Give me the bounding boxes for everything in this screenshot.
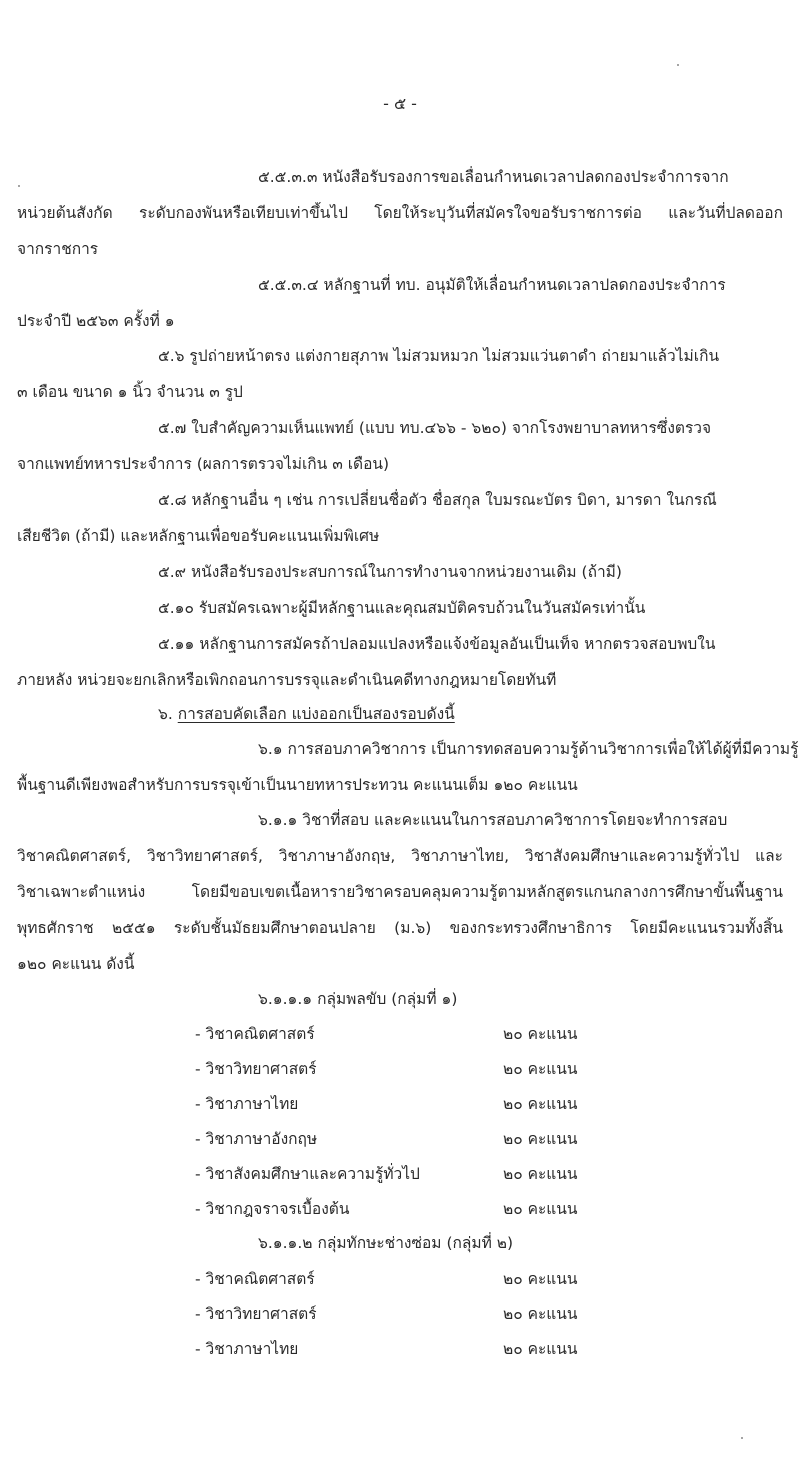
paragraph-5-11-line-1: ๕.๑๑ หลักฐานการสมัครถ้าปลอมแปลงหรือแจ้งข้อมูลอันเป็นเท็จ หากตรวจสอบพบใน <box>158 635 716 653</box>
paragraph-5-5-3-3-line-2: หน่วยต้นสังกัด ระดับกองพันหรือเทียบเท่าขึ้นไป โดยให้ระบุวันที่สมัครใจขอรับราชการต่อ และวันที่ปลดออก <box>17 204 783 222</box>
paragraph-5-8-line-2: เสียชีวิต (ถ้ามี) และหลักฐานเพื่อขอรับคะแนนเพิ่มพิเศษ <box>17 527 380 545</box>
paragraph-6-1-1-line-1: ๖.๑.๑ วิชาที่สอบ และคะแนนในการสอบภาควิชาการโดยจะทำการสอบ <box>258 811 728 829</box>
paragraph-5-9: ๕.๙ หนังสือรับรองประสบการณ์ในการทำงานจากหน่วยงานเดิม (ถ้ามี) <box>158 563 622 581</box>
group-1-title: ๖.๑.๑.๑ กลุ่มพลขับ (กลุ่มที่ ๑) <box>258 990 458 1008</box>
subject-score: ๒๐ คะแนน <box>503 1165 578 1183</box>
paragraph-5-5-3-4-line-1: ๕.๕.๓.๔ หลักฐานที่ ทบ. อนุมัติให้เลื่อนกำหนดเวลาปลดกองประจำการ <box>258 276 726 294</box>
paragraph-5-5-3-4-line-2: ประจำปี ๒๕๖๓ ครั้งที่ ๑ <box>17 312 175 330</box>
subject-name: - วิชาวิทยาศาสตร์ <box>195 1305 317 1323</box>
subject-score: ๒๐ คะแนน <box>503 1270 578 1288</box>
page-number: - ๕ - <box>383 94 417 113</box>
subject-name: - วิชาภาษาไทย <box>195 1095 299 1113</box>
paragraph-6-1-line-2: พื้นฐานดีเพียงพอสำหรับการบรรจุเข้าเป็นนายทหารประทวน คะแนนเต็ม ๑๒๐ คะแนน <box>17 776 578 794</box>
subject-name: - วิชาสังคมศึกษาและความรู้ทั่วไป <box>195 1165 420 1183</box>
paragraph-5-6-line-1: ๕.๖ รูปถ่ายหน้าตรง แต่งกายสุภาพ ไม่สวมหมวก ไม่สวมแว่นตาดำ ถ่ายมาแล้วไม่เกิน <box>158 347 720 365</box>
subject-name: - วิชาวิทยาศาสตร์ <box>195 1060 317 1078</box>
subject-score: ๒๐ คะแนน <box>503 1095 578 1113</box>
paragraph-5-8-line-1: ๕.๘ หลักฐานอื่น ๆ เช่น การเปลี่ยนชื่อตัว ชื่อสกุล ใบมรณะบัตร บิดา, มารดา ในกรณี <box>158 491 717 509</box>
subject-name: - วิชาภาษาไทย <box>195 1340 299 1358</box>
paragraph-5-7-line-2: จากแพทย์ทหารประจำการ (ผลการตรวจไม่เกิน ๓ เดือน) <box>17 455 390 473</box>
paragraph-5-10: ๕.๑๐ รับสมัครเฉพาะผู้มีหลักฐานและคุณสมบัติครบถ้วนในวันสมัครเท่านั้น <box>158 599 646 617</box>
paragraph-5-6-line-2: ๓ เดือน ขนาด ๑ นิ้ว จำนวน ๓ รูป <box>17 383 243 401</box>
subject-name: - วิชาคณิตศาสตร์ <box>195 1025 315 1043</box>
section-6-title: การสอบคัดเลือก แบ่งออกเป็นสองรอบดังนี้ <box>177 705 455 723</box>
scan-speck <box>18 185 20 187</box>
paragraph-5-5-3-3-line-3: จากราชการ <box>17 240 99 258</box>
subject-score: ๒๐ คะแนน <box>503 1340 578 1358</box>
paragraph-5-7-line-1: ๕.๗ ใบสำคัญความเห็นแพทย์ (แบบ ทบ.๔๖๖ - ๖๒๐) จากโรงพยาบาลทหารซึ่งตรวจ <box>158 419 712 437</box>
scan-speck <box>677 64 679 66</box>
subject-name: - วิชาคณิตศาสตร์ <box>195 1270 315 1288</box>
group-2-title: ๖.๑.๑.๒ กลุ่มทักษะช่างซ่อม (กลุ่มที่ ๒) <box>258 1234 514 1252</box>
subject-name: - วิชาภาษาอังกฤษ <box>195 1130 318 1148</box>
paragraph-6-1-1-line-5: ๑๒๐ คะแนน ดังนี้ <box>17 955 135 973</box>
paragraph-6-1-1-line-4: พุทธศักราช ๒๕๕๑ ระดับชั้นมัธยมศึกษาตอนปลาย (ม.๖) ของกระทรวงศึกษาธิการ โดยมีคะแนนรวมทั้งสิ้น <box>17 919 783 937</box>
subject-score: ๒๐ คะแนน <box>503 1200 578 1218</box>
paragraph-6-1-line-1: ๖.๑ การสอบภาควิชาการ เป็นการทดสอบความรู้ด้านวิชาการเพื่อให้ได้ผู้ที่มีความรู้ <box>258 740 799 758</box>
paragraph-6-1-1-line-3: วิชาเฉพาะตำแหน่ง โดยมีขอบเขตเนื้อหารายวิชาครอบคลุมความรู้ตามหลักสูตรแกนกลางการศึกษาขั้นพื้นฐาน <box>17 883 783 901</box>
paragraph-5-5-3-3-line-1: ๕.๕.๓.๓ หนังสือรับรองการขอเลื่อนกำหนดเวลาปลดกองประจำการจาก <box>258 168 729 186</box>
subject-score: ๒๐ คะแนน <box>503 1130 578 1148</box>
subject-name: - วิชากฎจราจรเบื้องต้น <box>195 1200 350 1218</box>
section-6-number: ๖. <box>158 705 173 723</box>
paragraph-6-1-1-line-2: วิชาคณิตศาสตร์, วิชาวิทยาศาสตร์, วิชาภาษาอังกฤษ, วิชาภาษาไทย, วิชาสังคมศึกษาและความรู้ทั่วไป และ <box>17 847 783 865</box>
subject-score: ๒๐ คะแนน <box>503 1305 578 1323</box>
section-6-heading <box>158 703 455 725</box>
scan-speck <box>741 1437 743 1439</box>
paragraph-5-11-line-2: ภายหลัง หน่วยจะยกเลิกหรือเพิกถอนการบรรจุและดำเนินคดีทางกฎหมายโดยทันที <box>17 671 557 689</box>
subject-score: ๒๐ คะแนน <box>503 1060 578 1078</box>
subject-score: ๒๐ คะแนน <box>503 1025 578 1043</box>
